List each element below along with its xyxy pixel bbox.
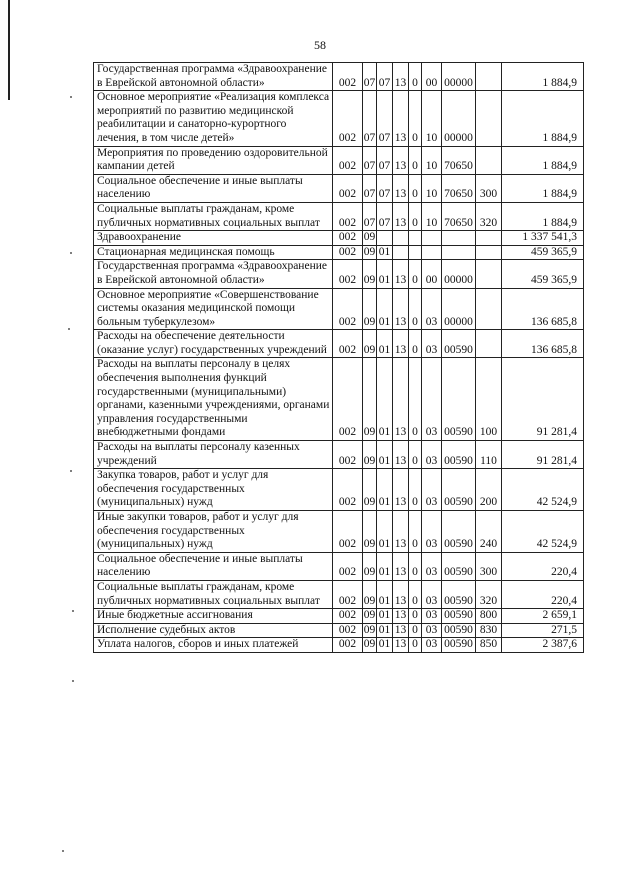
row-name: Закупка товаров, работ и услуг для обеспечения государственных (муниципальных) нужд (94, 469, 333, 511)
code-csr-subprogram: 0 (409, 202, 422, 230)
code-ved: 002 (333, 231, 363, 246)
code-ved: 002 (333, 552, 363, 580)
code-vr: 800 (476, 609, 502, 624)
code-csr-direction (442, 245, 476, 260)
code-pr: 01 (377, 330, 393, 358)
table-row (94, 469, 584, 511)
code-rz: 07 (363, 146, 377, 174)
scan-speck (62, 850, 64, 852)
code-ved: 002 (333, 91, 363, 146)
amount: 42 524,9 (502, 469, 584, 511)
amount: 1 884,9 (502, 63, 584, 91)
amount: 1 884,9 (502, 202, 584, 230)
code-csr-subprogram: 0 (409, 63, 422, 91)
table-row (94, 91, 584, 146)
row-name: Социальные выплаты гражданам, кроме публичных нормативных социальных выплат (94, 202, 333, 230)
code-csr-program: 13 (393, 580, 409, 608)
code-csr-event: 03 (422, 469, 442, 511)
code-vr (476, 146, 502, 174)
amount: 136 685,8 (502, 330, 584, 358)
table-row (94, 330, 584, 358)
code-pr (377, 231, 393, 246)
code-csr-event: 03 (422, 358, 442, 441)
code-ved: 002 (333, 358, 363, 441)
code-csr-event: 03 (422, 609, 442, 624)
code-pr: 07 (377, 63, 393, 91)
code-pr: 01 (377, 260, 393, 288)
amount: 220,4 (502, 552, 584, 580)
code-pr: 07 (377, 174, 393, 202)
row-name: Основное мероприятие «Совершенствование системы оказания медицинской помощи больным туберкулезом» (94, 288, 333, 330)
code-csr-direction: 00590 (442, 638, 476, 653)
page-number: 58 (314, 38, 326, 52)
code-csr-subprogram: 0 (409, 330, 422, 358)
code-vr (476, 260, 502, 288)
code-csr-program: 13 (393, 260, 409, 288)
code-csr-direction: 00590 (442, 580, 476, 608)
code-ved: 002 (333, 441, 363, 469)
code-vr: 240 (476, 511, 502, 553)
code-vr: 320 (476, 580, 502, 608)
code-vr: 850 (476, 638, 502, 653)
code-pr: 01 (377, 638, 393, 653)
code-csr-program: 13 (393, 330, 409, 358)
code-ved: 002 (333, 146, 363, 174)
code-ved: 002 (333, 609, 363, 624)
code-csr-event: 03 (422, 623, 442, 638)
code-csr-subprogram (409, 231, 422, 246)
code-csr-program: 13 (393, 469, 409, 511)
table-row (94, 260, 584, 288)
scan-speck (72, 610, 74, 612)
code-pr: 01 (377, 580, 393, 608)
code-pr: 01 (377, 623, 393, 638)
row-name: Уплата налогов, сборов и иных платежей (94, 638, 333, 653)
code-csr-event: 10 (422, 146, 442, 174)
code-pr: 01 (377, 469, 393, 511)
table-row (94, 245, 584, 260)
code-csr-program: 13 (393, 146, 409, 174)
code-pr: 01 (377, 288, 393, 330)
code-ved: 002 (333, 202, 363, 230)
code-csr-program: 13 (393, 288, 409, 330)
code-csr-program: 13 (393, 638, 409, 653)
code-csr-program: 13 (393, 174, 409, 202)
code-rz: 09 (363, 638, 377, 653)
row-name: Государственная программа «Здравоохранение в Еврейской автономной области» (94, 260, 333, 288)
code-csr-subprogram: 0 (409, 511, 422, 553)
row-name: Исполнение судебных актов (94, 623, 333, 638)
code-pr: 07 (377, 146, 393, 174)
table-row (94, 441, 584, 469)
code-csr-direction: 00590 (442, 552, 476, 580)
code-csr-event: 03 (422, 638, 442, 653)
code-csr-direction: 00590 (442, 358, 476, 441)
table-row (94, 580, 584, 608)
table-row (94, 609, 584, 624)
code-csr-event: 10 (422, 174, 442, 202)
code-csr-direction: 70650 (442, 174, 476, 202)
code-csr-event: 10 (422, 91, 442, 146)
code-csr-program: 13 (393, 441, 409, 469)
code-pr: 01 (377, 511, 393, 553)
code-pr: 07 (377, 202, 393, 230)
code-ved: 002 (333, 174, 363, 202)
code-csr-event: 03 (422, 511, 442, 553)
code-csr-direction: 00590 (442, 609, 476, 624)
row-name: Расходы на обеспечение деятельности (оказание услуг) государственных учреждений (94, 330, 333, 358)
table-row (94, 231, 584, 246)
scan-speck (70, 470, 72, 472)
amount: 91 281,4 (502, 358, 584, 441)
code-csr-subprogram: 0 (409, 609, 422, 624)
code-rz: 09 (363, 441, 377, 469)
row-name: Здравоохранение (94, 231, 333, 246)
code-vr (476, 288, 502, 330)
code-csr-program (393, 245, 409, 260)
row-name: Социальное обеспечение и иные выплаты населению (94, 174, 333, 202)
scan-speck (70, 96, 72, 98)
code-csr-subprogram (409, 245, 422, 260)
code-pr: 01 (377, 245, 393, 260)
amount: 271,5 (502, 623, 584, 638)
code-csr-event: 03 (422, 288, 442, 330)
table-row (94, 638, 584, 653)
code-pr: 01 (377, 358, 393, 441)
code-ved: 002 (333, 638, 363, 653)
code-csr-program (393, 231, 409, 246)
table-row (94, 174, 584, 202)
code-rz: 09 (363, 469, 377, 511)
table-row (94, 511, 584, 553)
code-ved: 002 (333, 245, 363, 260)
table-row (94, 552, 584, 580)
code-csr-event (422, 245, 442, 260)
amount: 1 884,9 (502, 91, 584, 146)
code-rz: 09 (363, 231, 377, 246)
code-csr-subprogram: 0 (409, 638, 422, 653)
code-csr-event: 03 (422, 441, 442, 469)
code-vr (476, 231, 502, 246)
amount: 2 659,1 (502, 609, 584, 624)
code-csr-program: 13 (393, 623, 409, 638)
scan-speck (70, 252, 72, 254)
code-ved: 002 (333, 623, 363, 638)
code-vr: 300 (476, 174, 502, 202)
code-csr-direction: 70650 (442, 202, 476, 230)
code-csr-subprogram: 0 (409, 260, 422, 288)
scan-speck (68, 328, 70, 330)
code-rz: 07 (363, 202, 377, 230)
code-rz: 09 (363, 330, 377, 358)
table-row (94, 63, 584, 91)
amount: 2 387,6 (502, 638, 584, 653)
code-vr (476, 330, 502, 358)
code-csr-event: 00 (422, 260, 442, 288)
code-csr-subprogram: 0 (409, 441, 422, 469)
code-csr-subprogram: 0 (409, 552, 422, 580)
table-row (94, 623, 584, 638)
code-csr-direction: 00590 (442, 330, 476, 358)
row-name: Стационарная медицинская помощь (94, 245, 333, 260)
code-csr-direction (442, 231, 476, 246)
code-vr: 100 (476, 358, 502, 441)
code-ved: 002 (333, 288, 363, 330)
code-vr: 300 (476, 552, 502, 580)
row-name: Мероприятия по проведению оздоровительной кампании детей (94, 146, 333, 174)
code-csr-subprogram: 0 (409, 146, 422, 174)
code-csr-event: 03 (422, 552, 442, 580)
code-pr: 01 (377, 552, 393, 580)
code-rz: 07 (363, 174, 377, 202)
code-vr: 110 (476, 441, 502, 469)
amount: 91 281,4 (502, 441, 584, 469)
code-csr-direction: 00590 (442, 511, 476, 553)
code-csr-program: 13 (393, 609, 409, 624)
code-rz: 09 (363, 260, 377, 288)
code-vr (476, 245, 502, 260)
code-ved: 002 (333, 469, 363, 511)
row-name: Расходы на выплаты персоналу в целях обеспечения выполнения функций государственными (муниципальными) органами, казенными учреждениями, органами управления государственными внебюджетными фондами (94, 358, 333, 441)
amount: 42 524,9 (502, 511, 584, 553)
code-csr-event: 03 (422, 580, 442, 608)
code-ved: 002 (333, 330, 363, 358)
table-row (94, 202, 584, 230)
code-csr-direction: 70650 (442, 146, 476, 174)
code-ved: 002 (333, 511, 363, 553)
code-csr-subprogram: 0 (409, 358, 422, 441)
code-csr-subprogram: 0 (409, 580, 422, 608)
code-csr-event: 00 (422, 63, 442, 91)
code-ved: 002 (333, 580, 363, 608)
row-name: Социальное обеспечение и иные выплаты населению (94, 552, 333, 580)
code-rz: 09 (363, 580, 377, 608)
amount: 136 685,8 (502, 288, 584, 330)
code-csr-program: 13 (393, 63, 409, 91)
code-csr-subprogram: 0 (409, 174, 422, 202)
code-csr-direction: 00000 (442, 91, 476, 146)
code-csr-direction: 00000 (442, 63, 476, 91)
code-pr: 07 (377, 91, 393, 146)
amount: 1 884,9 (502, 146, 584, 174)
code-rz: 09 (363, 288, 377, 330)
code-vr: 200 (476, 469, 502, 511)
code-csr-event: 03 (422, 330, 442, 358)
code-csr-program: 13 (393, 202, 409, 230)
code-ved: 002 (333, 260, 363, 288)
table-row (94, 358, 584, 441)
code-csr-direction: 00590 (442, 623, 476, 638)
code-csr-direction: 00000 (442, 288, 476, 330)
code-vr: 830 (476, 623, 502, 638)
scan-speck (72, 680, 74, 682)
code-csr-program: 13 (393, 511, 409, 553)
code-rz: 09 (363, 511, 377, 553)
code-csr-direction: 00590 (442, 441, 476, 469)
code-csr-subprogram: 0 (409, 469, 422, 511)
row-name: Основное мероприятие «Реализация комплекса мероприятий по развитию медицинской реабилитации и санаторно-курортного лечения, в том числе детей» (94, 91, 333, 146)
amount: 1 884,9 (502, 174, 584, 202)
amount: 459 365,9 (502, 245, 584, 260)
amount: 220,4 (502, 580, 584, 608)
amount: 459 365,9 (502, 260, 584, 288)
code-rz: 09 (363, 358, 377, 441)
code-rz: 07 (363, 91, 377, 146)
row-name: Расходы на выплаты персоналу казенных учреждений (94, 441, 333, 469)
code-ved: 002 (333, 63, 363, 91)
code-rz: 09 (363, 245, 377, 260)
code-csr-program: 13 (393, 552, 409, 580)
code-csr-program: 13 (393, 91, 409, 146)
code-csr-subprogram: 0 (409, 91, 422, 146)
code-pr: 01 (377, 441, 393, 469)
code-rz: 09 (363, 609, 377, 624)
code-csr-event: 10 (422, 202, 442, 230)
code-rz: 09 (363, 552, 377, 580)
code-csr-program: 13 (393, 358, 409, 441)
code-csr-direction: 00000 (442, 260, 476, 288)
code-vr (476, 63, 502, 91)
code-vr: 320 (476, 202, 502, 230)
table-row (94, 146, 584, 174)
code-csr-subprogram: 0 (409, 623, 422, 638)
row-name: Социальные выплаты гражданам, кроме публичных нормативных социальных выплат (94, 580, 333, 608)
amount: 1 337 541,3 (502, 231, 584, 246)
code-csr-subprogram: 0 (409, 288, 422, 330)
row-name: Иные бюджетные ассигнования (94, 609, 333, 624)
row-name: Государственная программа «Здравоохранение в Еврейской автономной области» (94, 63, 333, 91)
row-name: Иные закупки товаров, работ и услуг для обеспечения государственных (муниципальных) нужд (94, 511, 333, 553)
code-vr (476, 91, 502, 146)
budget-table (93, 62, 584, 653)
code-pr: 01 (377, 609, 393, 624)
code-csr-direction: 00590 (442, 469, 476, 511)
table-row (94, 288, 584, 330)
code-rz: 09 (363, 623, 377, 638)
code-rz: 07 (363, 63, 377, 91)
code-csr-event (422, 231, 442, 246)
